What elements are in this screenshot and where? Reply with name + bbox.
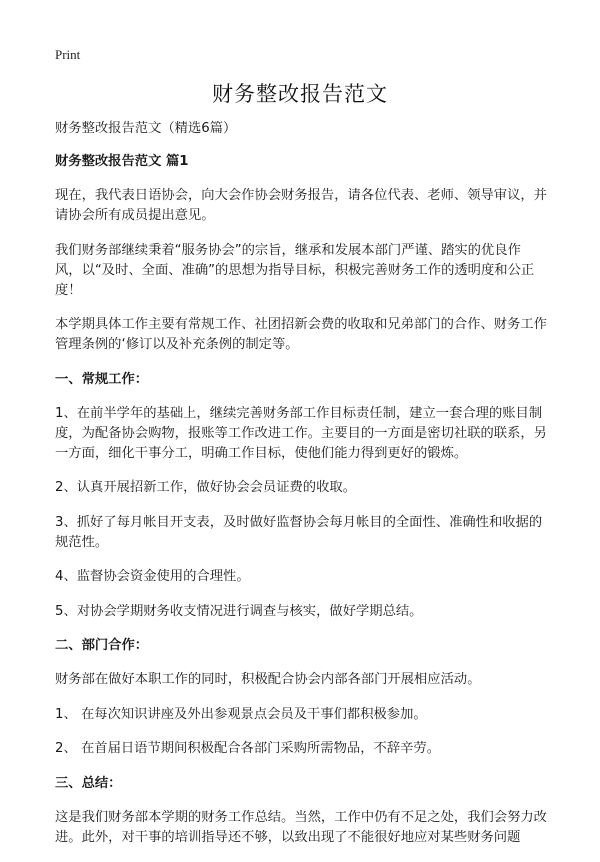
list-item: 1、在前半学年的基础上，继续完善财务部工作目标责任制，建立一套合理的账目制度，为配备协会购物，报账等工作改进工作。主要目的一方面是密切社联的联系，另一方面，细化干事分工，明确工作目标，使他们能力得到更好的锻炼。 [55,405,547,461]
intro-paragraph: 我们财务部继续秉着“服务协会”的宗旨，继承和发展本部门严谨、踏实的优良作风，以“及时、全面、准确”的思想为指导目标，积极完善财务工作的透明度和公正度！ [55,242,535,298]
document-body [55,119,547,862]
print-link[interactable]: Print [55,47,81,62]
list-item: 2、 在首届日语节期间积极配合各部门采购所需物品，不辞辛劳。 [55,741,440,756]
section-heading-summary: 三、总结： [55,775,122,791]
section-heading-routine: 一、常规工作： [55,371,149,387]
list-item: 3、抓好了每月帐目开支表，及时做好监督协会每月帐目的全面性、准确性和收据的规范性。 [55,514,543,550]
article-heading: 财务整改报告范文 篇1 [55,154,189,169]
intro-paragraph: 现在，我代表日语协会，向大会作协会财务报告，请各位代表、老师、领导审议，并请协会所有成员提出意见。 [55,188,547,223]
list-item: 1、 在每次知识讲座及外出参观景点会员及干事们都积极参加。 [55,706,427,722]
page-title: 财务整改报告范文 [212,82,388,106]
section-paragraph: 财务部在做好本职工作的同时，积极配合协会内部各部门开展相应活动。 [55,672,481,687]
list-item: 4、监督协会资金使用的合理性。 [55,569,250,584]
section-heading-cooperation: 二、部门合作： [55,638,149,653]
intro-paragraph: 本学期具体工作主要有常规工作、社团招新会费的收取和兄弟部门的合作、财务工作管理条例的‘修订以及补充条例的制定等。 [55,317,547,352]
list-item: 5、对协会学期财务收支情况进行调查与核实，做好学期总结。 [55,603,423,619]
list-item: 2、认真开展招新工作，做好协会会员证费的收取。 [55,480,356,495]
document-subtitle: 财务整改报告范文（精选6篇） [55,121,237,136]
section-paragraph: 这是我们财务部本学期的财务工作总结。当然，工作中仍有不足之处，我们会努力改进。此外，对干事的培训指导还不够，以致出现了不能很好地应对某些财务问题 [55,809,547,845]
